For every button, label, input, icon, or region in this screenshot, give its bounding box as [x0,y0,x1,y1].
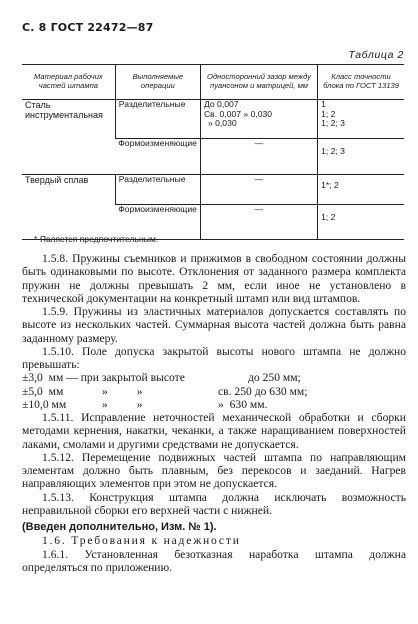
clearance-value: » 0,030 [207,118,237,129]
table-row [22,175,404,205]
clause-1-5-11: 1.5.11. Исправление неточностей механической обработки и сборки методами кернения, накатки, чеканки, а также наращиванием поверхностей лаками, смолами и другими средствами не допускается. [22,411,406,451]
class-value: 1; 2; 3 [321,118,345,129]
tolerance-label: ±3,0 мм — при закрытой высоте [22,371,185,385]
tolerance-range: » 630 мм. [218,397,268,411]
tolerance-range: св. 250 до 630 мм; [218,384,308,398]
accuracy-class-cell [318,100,404,139]
clause-1-5-9: 1.5.9. Пружины из эластичных материалов допускается составлять по высоте из нескольких частей. Суммарная высота частей должна быть равна заданному размеру. [22,305,406,345]
ditto-marks: » » [102,384,143,398]
tolerance-label: ±10,0 мм [22,397,67,411]
ditto-marks: » » [102,397,143,411]
tolerance-range: до 250 мм; [248,371,301,385]
clause-1-5-13: 1.5.13. Конструкция штампа должна исключать возможность неправильной сборки его верхней части с нижней. [22,490,406,517]
clause-1-5-12: 1.5.12. Перемещение подвижных частей штампа по направляющим элементам должно быть плавным, без перекосов и заеданий. Нагрев направляющих элементов при этом не допускается. [22,450,406,491]
clause-1-5-10: 1.5.10. Поле допуска закрытой высоты нового штампа не должно превышать: [22,344,406,371]
clearance-value: Св. 0,007 » 0,030 [203,108,273,119]
material-cell: Сталь инструментальная [22,100,115,175]
accuracy-class-cell: 1*; 2 [318,175,404,205]
column-header-accuracy-class: Класс точности блока по ГОСТ 13139 [318,65,404,100]
clearance-value: До 0,007 [203,99,239,109]
operation-cell: Формоизменяющие [115,139,200,175]
table-caption: Таблица 2 [348,49,404,61]
material-cell: Твердый сплав [22,175,115,240]
clearance-cell: — [200,175,317,205]
clearance-cell: — [200,205,317,240]
table-2 [22,64,404,240]
table-footnote: * Является предпочтительным. [34,234,159,244]
section-1-6-heading: 1.6. Требования к надежности [42,534,241,548]
operation-cell: Разделительные [115,175,200,205]
tolerance-line [22,371,406,384]
class-value: 1; 2 [321,108,336,119]
class-value: 1 [321,99,326,109]
accuracy-class-cell: 1; 2 [318,205,404,240]
tolerance-line [22,398,406,411]
operation-cell: Разделительные [115,100,200,139]
operation-cell: Формоизменяющие [115,205,200,240]
tolerance-line [22,385,406,398]
body-text [22,252,406,574]
amendment-note: (Введен дополнительно, Изм. № 1). [22,521,217,533]
table-row [22,100,404,139]
clause-1-6-1: 1.6.1. Установленная безотказная наработка штампа должна определяться по приложению. [22,547,406,574]
clearance-cell: — [200,139,317,175]
column-header-material: Материал рабочих частей штампа [22,65,115,100]
column-header-clearance: Односторонний зазор между пуансоном и матрицей, мм [200,65,317,100]
clearance-cell [200,100,317,139]
accuracy-class-cell: 1; 2; 3 [318,139,404,175]
column-header-operation: Выполняемые операции [115,65,200,100]
table-header-row [22,65,404,100]
tolerance-label: ±5,0 мм [22,384,64,398]
page-header: С. 8 ГОСТ 22472—87 [22,21,154,34]
clause-1-5-8: 1.5.8. Пружины съемников и прижимов в свободном состоянии должны быть одинаковыми по высоте. Отклонения от заданного размера комплекта пружин не должны превышать 2 мм, если иное не установлено в технической документации на конкретный штамп или вид штампов. [22,252,406,305]
